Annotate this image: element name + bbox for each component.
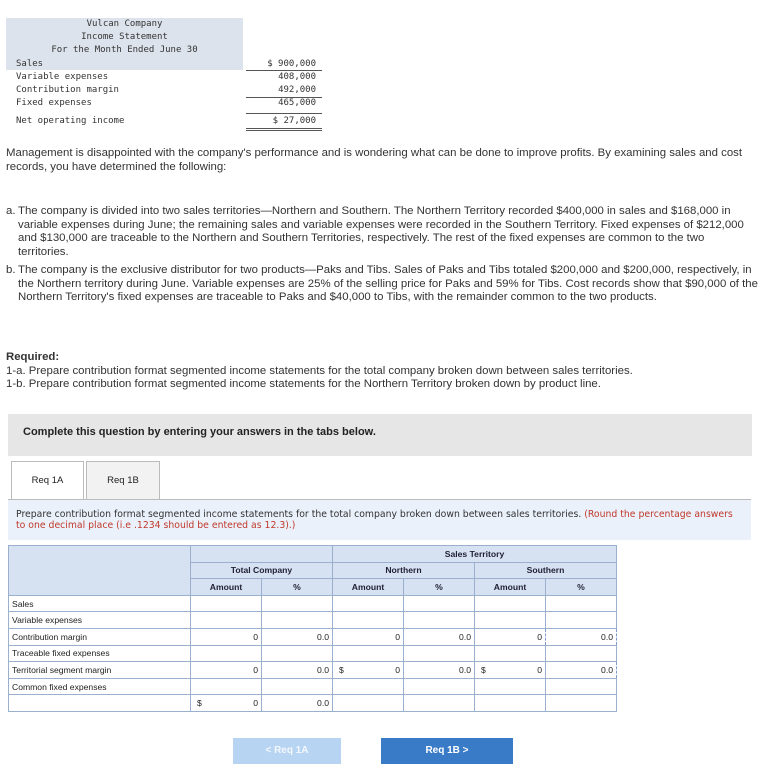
total-company-header: Total Company xyxy=(191,562,333,579)
cell-value: 0 xyxy=(253,664,258,675)
tab-instruction xyxy=(8,499,751,540)
answer-input[interactable] xyxy=(333,678,404,695)
income-row-label: Contribution margin xyxy=(16,85,119,95)
table-row xyxy=(9,678,617,695)
cell-value: 0 xyxy=(537,664,542,675)
income-row-label: Fixed expenses xyxy=(16,98,92,108)
answer-input[interactable] xyxy=(333,628,404,645)
answer-input[interactable] xyxy=(191,645,262,662)
answer-input[interactable] xyxy=(333,595,404,612)
statement-title: Income Statement xyxy=(81,32,168,42)
prev-req-button[interactable]: < Req 1A xyxy=(233,738,341,764)
table-row xyxy=(9,612,617,629)
income-row-label: Variable expenses xyxy=(16,72,109,82)
answer-input[interactable] xyxy=(191,595,262,612)
income-row-value: 465,000 xyxy=(278,98,316,108)
answer-input[interactable] xyxy=(475,628,546,645)
row-label xyxy=(9,695,191,712)
income-row-value: 408,000 xyxy=(278,72,316,82)
answer-input[interactable] xyxy=(191,662,262,679)
required-section xyxy=(6,351,754,392)
answer-input[interactable] xyxy=(546,678,617,695)
answer-input[interactable] xyxy=(475,695,546,712)
income-row-label: Sales xyxy=(16,59,44,69)
segmented-income-table xyxy=(8,545,617,712)
instructions-panel xyxy=(8,414,752,456)
tab-req-1a[interactable]: Req 1A xyxy=(11,461,84,500)
table-row xyxy=(9,645,617,662)
answer-input[interactable] xyxy=(262,595,333,612)
income-row-value: $ 27,000 xyxy=(272,116,316,126)
answer-input[interactable] xyxy=(475,595,546,612)
cell-value: 0 xyxy=(537,631,542,642)
cell-value: 0 xyxy=(253,698,258,709)
answer-input[interactable] xyxy=(404,612,475,629)
answer-input[interactable] xyxy=(262,612,333,629)
cell-value: 0.0 xyxy=(317,631,329,642)
cell-value: 0.0 xyxy=(601,664,613,675)
required-item-1a: 1-a. Prepare contribution format segmented income statements for the total company broken down between sales territories. xyxy=(6,364,633,377)
dollar-sign: $ xyxy=(197,698,202,709)
answer-input[interactable] xyxy=(333,612,404,629)
income-row-value: $ 900,000 xyxy=(267,59,316,69)
table-row xyxy=(9,662,617,679)
answer-input[interactable] xyxy=(475,678,546,695)
answer-input[interactable] xyxy=(333,695,404,712)
answer-input[interactable] xyxy=(404,678,475,695)
row-label: Common fixed expenses xyxy=(9,678,191,695)
answer-input[interactable] xyxy=(404,645,475,662)
answer-input[interactable] xyxy=(546,595,617,612)
fact-a: a. The company is divided into two sales territories—Northern and Southern. The Northern Territory recorded $400,000 in sales and $168,000 in variable expenses during June; the remaining sales and variable expenses were recorded in the Southern Territory. Fixed expenses of $212,000 and $130,000 are traceable to the Northern and Southern Territories, respectively. The rest of the fixed expenses are common to the two territories. xyxy=(6,205,744,258)
row-label: Contribution margin xyxy=(9,628,191,645)
answer-input[interactable] xyxy=(546,612,617,629)
fact-b: b. The company is the exclusive distributor for two products—Paks and Tibs. Sales of Paks and Tibs totaled $200,000 and $200,000, respectively, in the Northern territory during June. Variable expenses are 25% of the selling price for Paks and 59% for Tibs. Cost records show that $90,000 of the Northern Territory's fixed expenses are traceable to Paks and $40,000 to Tibs, with the remainder common to the two products. xyxy=(6,264,758,304)
next-req-button[interactable]: Req 1B > xyxy=(381,738,513,764)
cell-value: 0.0 xyxy=(317,664,329,675)
answer-input[interactable] xyxy=(333,645,404,662)
answer-input[interactable] xyxy=(404,628,475,645)
cell-value: 0.0 xyxy=(459,664,471,675)
answer-input[interactable] xyxy=(546,628,617,645)
southern-header: Southern xyxy=(475,562,617,579)
answer-input[interactable] xyxy=(262,695,333,712)
answer-input[interactable] xyxy=(404,695,475,712)
answer-input[interactable] xyxy=(546,662,617,679)
percent-header: % xyxy=(262,579,333,596)
sales-territory-header: Sales Territory xyxy=(333,546,617,563)
income-row-value: 492,000 xyxy=(278,85,316,95)
dollar-sign: $ xyxy=(339,664,344,675)
table-row xyxy=(9,695,617,712)
row-label: Territorial segment margin xyxy=(9,662,191,679)
amount-header: Amount xyxy=(191,579,262,596)
intro-text: Management is disappointed with the company's performance and is wondering what can be done to improve profits. By examining sales and cost records, you have determined the following: xyxy=(6,147,743,173)
answer-input[interactable] xyxy=(262,678,333,695)
row-label: Traceable fixed expenses xyxy=(9,645,191,662)
income-statement xyxy=(6,14,326,132)
instruction-note: (Round the percentage answers to one decimal place (i.e .1234 should be entered as 12.3).) xyxy=(16,509,733,531)
tab-req-1b[interactable]: Req 1B xyxy=(86,461,160,500)
dollar-sign: $ xyxy=(481,664,486,675)
amount-header: Amount xyxy=(475,579,546,596)
answer-input[interactable] xyxy=(475,612,546,629)
row-label: Sales xyxy=(9,595,191,612)
cell-value: 0 xyxy=(395,631,400,642)
row-label: Variable expenses xyxy=(9,612,191,629)
percent-header: % xyxy=(546,579,617,596)
answer-input[interactable] xyxy=(191,628,262,645)
northern-header: Northern xyxy=(333,562,475,579)
answer-input[interactable] xyxy=(546,645,617,662)
answer-input[interactable] xyxy=(262,662,333,679)
answer-input[interactable] xyxy=(262,645,333,662)
instruction-text: Prepare contribution format segmented income statements for the total company broken down between sales territories. xyxy=(16,509,582,520)
cell-value: 0 xyxy=(253,631,258,642)
answer-input[interactable] xyxy=(191,612,262,629)
panel-text: Complete this question by entering your answers in the tabs below. xyxy=(23,426,376,438)
answer-input[interactable] xyxy=(333,662,404,679)
answer-input[interactable] xyxy=(546,695,617,712)
table-row xyxy=(9,595,617,612)
answer-input[interactable] xyxy=(191,695,262,712)
statement-period: For the Month Ended June 30 xyxy=(51,45,198,55)
company-name: Vulcan Company xyxy=(86,19,163,29)
required-title: Required: xyxy=(6,351,60,363)
cell-value: 0.0 xyxy=(459,631,471,642)
income-row-label: Net operating income xyxy=(16,116,125,126)
cell-value: 0.0 xyxy=(601,631,613,642)
answer-input[interactable] xyxy=(191,678,262,695)
percent-header: % xyxy=(404,579,475,596)
answer-input[interactable] xyxy=(475,645,546,662)
answer-input[interactable] xyxy=(404,662,475,679)
answer-input[interactable] xyxy=(475,662,546,679)
cell-value: 0 xyxy=(395,664,400,675)
required-item-1b: 1-b. Prepare contribution format segmented income statements for the Northern Territory broken down by product line. xyxy=(6,378,601,391)
answer-input[interactable] xyxy=(262,628,333,645)
answer-input[interactable] xyxy=(404,595,475,612)
table-row xyxy=(9,628,617,645)
cell-value: 0.0 xyxy=(317,698,329,709)
amount-header: Amount xyxy=(333,579,404,596)
